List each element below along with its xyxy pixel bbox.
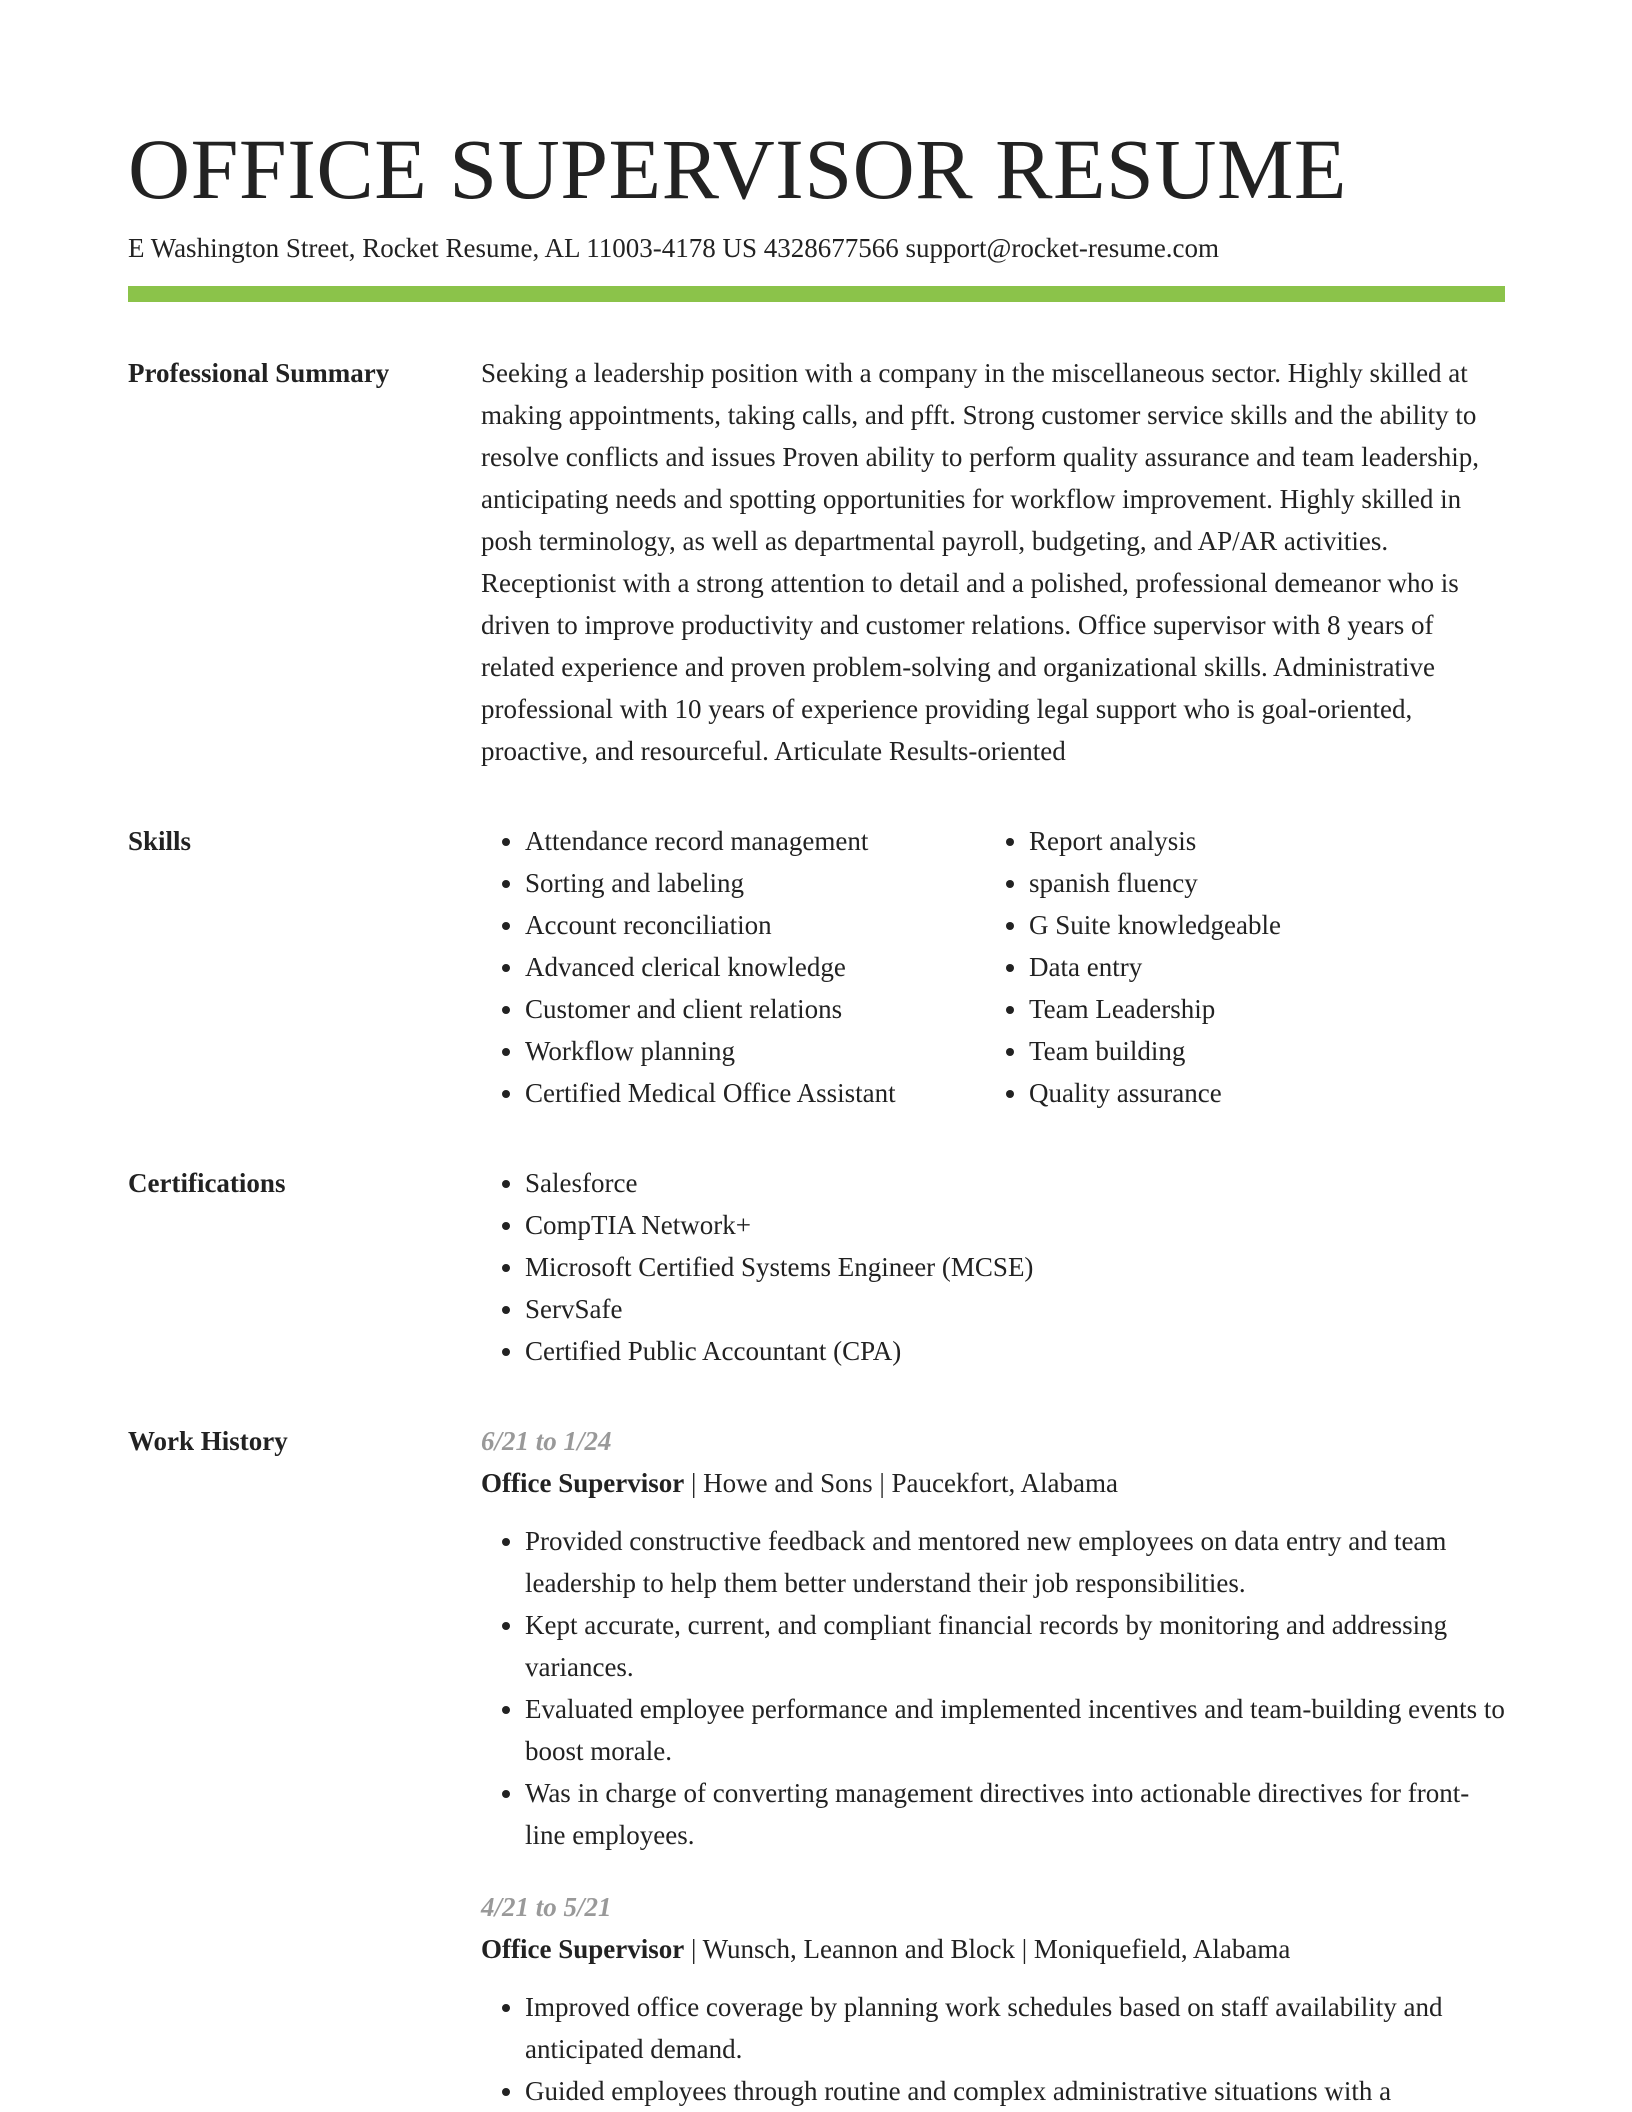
job-dates: 6/21 to 1/24 — [481, 1426, 612, 1457]
job-bullet: • Provided constructive feedback and mentored new employees on data entry and team leadership to help them better understand their job responsibilities. — [525, 1520, 1505, 1604]
skill-item: • Attendance record management — [525, 820, 985, 862]
job-heading — [481, 1928, 1505, 1970]
resume-page — [128, 0, 1505, 2112]
job-dates: 4/21 to 5/21 — [481, 1892, 612, 1923]
summary-section — [128, 352, 1505, 772]
certification-item: • ServSafe — [525, 1288, 1505, 1330]
skill-item: • Certified Medical Office Assistant — [525, 1072, 985, 1114]
resume-title: OFFICE SUPERVISOR RESUME — [128, 121, 1347, 217]
job-entry — [481, 1420, 1505, 1856]
section-label-work-history: Work History — [128, 1426, 288, 1457]
skills-list-right — [985, 820, 1281, 1114]
skill-item: • Report analysis — [1029, 820, 1281, 862]
certification-item: • Salesforce — [525, 1162, 1505, 1204]
skill-item: • Account reconciliation — [525, 904, 985, 946]
job-bullet: • Was in charge of converting management directives into actionable directives for front-line employees. — [525, 1772, 1505, 1856]
job-bullet: • Guided employees through routine and complex administrative situations with a — [525, 2070, 1505, 2112]
skills-list-left — [481, 820, 985, 1114]
section-label-certifications: Certifications — [128, 1168, 286, 1199]
skill-item: • Customer and client relations — [525, 988, 985, 1030]
certifications-list — [481, 1162, 1505, 1372]
skill-item: • Quality assurance — [1029, 1072, 1281, 1114]
skill-item: • G Suite knowledgeable — [1029, 904, 1281, 946]
header-divider — [128, 286, 1505, 302]
job-bullets — [481, 1520, 1505, 1856]
skill-item: • Workflow planning — [525, 1030, 985, 1072]
certifications-section — [128, 1162, 1505, 1372]
work-history-section — [128, 1420, 1505, 2112]
job-title: Office Supervisor — [481, 1468, 685, 1499]
summary-text: Seeking a leadership position with a company in the miscellaneous sector. Highly skilled at making appointments, taking calls, and pfft. Strong customer service skills and the ability to resolve conflicts and issues Proven ability to perform quality assurance and team leadership, anticipating needs and spotting opportunities for workflow improvement. Highly skilled in posh terminology, as well as departmental payroll, budgeting, and AP/AR activities. Receptionist with a strong attention to detail and a polished, professional demeanor who is driven to improve productivity and customer relations. Office supervisor with 8 years of related experience and proven problem-solving and organizational skills. Administrative professional with 10 years of experience providing legal support who is goal-oriented, proactive, and resourceful. Articulate Results-oriented — [481, 358, 1479, 767]
section-label-skills: Skills — [128, 826, 192, 857]
skills-section — [128, 820, 1505, 1114]
job-entry — [481, 1886, 1505, 2112]
skill-item: • Team building — [1029, 1030, 1281, 1072]
skill-item: • Data entry — [1029, 946, 1281, 988]
job-details: | Howe and Sons | Paucekfort, Alabama — [684, 1468, 1118, 1499]
skill-item: • Advanced clerical knowledge — [525, 946, 985, 988]
skill-item: • spanish fluency — [1029, 862, 1281, 904]
skill-item: • Sorting and labeling — [525, 862, 985, 904]
job-heading — [481, 1462, 1505, 1504]
certification-item: • Microsoft Certified Systems Engineer (MCSE) — [525, 1246, 1505, 1288]
skill-item: • Team Leadership — [1029, 988, 1281, 1030]
job-bullet: • Evaluated employee performance and implemented incentives and team-building events to boost morale. — [525, 1688, 1505, 1772]
job-title: Office Supervisor — [481, 1934, 685, 1965]
section-label-summary: Professional Summary — [128, 358, 390, 389]
contact-line: E Washington Street, Rocket Resume, AL 11003-4178 US 4328677566 support@rocket-resume.com — [128, 233, 1220, 264]
job-bullet: • Improved office coverage by planning work schedules based on staff availability and anticipated demand. — [525, 1986, 1505, 2070]
job-details: | Wunsch, Leannon and Block | Moniquefield, Alabama — [684, 1934, 1291, 1965]
job-bullets — [481, 1986, 1505, 2112]
certification-item: • CompTIA Network+ — [525, 1204, 1505, 1246]
job-bullet: • Kept accurate, current, and compliant financial records by monitoring and addressing variances. — [525, 1604, 1505, 1688]
certification-item: • Certified Public Accountant (CPA) — [525, 1330, 1505, 1372]
